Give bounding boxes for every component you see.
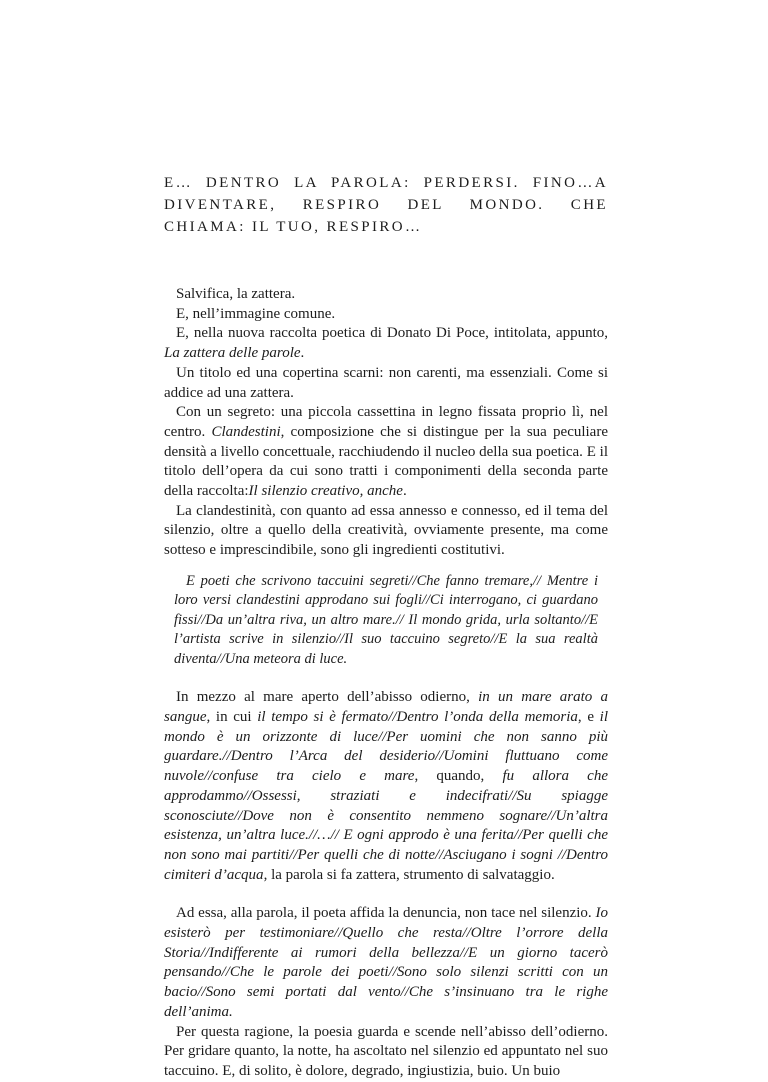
paragraph-7-g: , quando, [414,768,485,785]
quote-fragment-2: il tempo si è fermato//Dentro l’onda della memoria [257,709,578,726]
paragraph-3-end: . [300,345,305,362]
poem-quote: E poeti che scrivono taccuini segreti//Che fanno tremare,// Mentre i loro versi clandestini approdano sui fogli//Ci interrogano, ci guardano fissi//Da un’altra riva, un altro mare.// Il mondo grida, urla soltanto//E l’artista scrive in silenzio//Il suo taccuino segreto//E la sua realtà diventa//Una meteora di luce. [174,572,598,667]
article-body [164,285,608,1082]
section-heading: E… DENTRO LA PAROLA: PERDERSI. FINO…A DIVENTARE, RESPIRO DEL MONDO. CHE CHIAMA: IL TUO, RESPIRO… [164,175,608,235]
work-title: Il silenzio creativo, anche [248,483,403,500]
paragraph-8 [164,904,608,1022]
paragraph-3-text: E, nella nuova raccolta poetica di Donato Di Poce, intitolata, appunto, [176,325,608,342]
paragraph-7-e: , e [577,709,594,726]
quote-fragment-3: il mondo è un orizzonte di luce//Per uomini che non sanno più guardare.//Dentro l’Arca del desiderio//Uomini fluttuano come nuvole//confuse tra cielo e mare [164,709,609,785]
quote-fragment-5: Io esisterò per testimoniare//Quello che resta//Oltre l’orrore della Storia//Indifferente ai rumori della bellezza//E un giorno tacerò pensando//Che le parole dei poeti//Sono solo silenzi scritti con un bacio//Sono semi portati dal vento//Che s’insinuano tra le righe dell’anima. [164,905,608,1020]
paragraph-5-middle: , composizione che si distingue per la sua peculiare densità a livello concettuale, racchiudendo il nucleo della sua poetica. E il titolo dell’opera da cui sono tratti i componimenti della seconda parte della raccolta: [164,423,608,500]
paragraph-6: La clandestinità, con quanto ad essa annesso e connesso, ed il tema del silenzio, oltre a quello della creatività, ovviamente presente, ma come sotteso e imprescindibile, sono gli ingredienti costitutivi. [164,502,608,559]
spacer [164,561,608,572]
paragraph-7 [164,688,608,885]
paragraph-7-i: , la parola si fa zattera, strumento di salvataggio. [263,866,555,883]
paragraph-2: E, nell’immagine comune. [176,305,336,322]
quote-fragment-1: in un mare arato a sangue [164,689,608,726]
book-title: La zattera delle parole [164,345,301,362]
paragraph-5-text: Con un segreto: una piccola cassettina in legno fissata proprio lì, nel centro. [164,404,608,440]
poem-title: Clandestini [211,423,281,440]
paragraph-4: Un titolo ed una copertina scarni: non carenti, ma essenziali. Come si addice ad una zattera. [164,364,608,401]
paragraph-5-end: . [402,483,407,500]
paragraph-8-a: Ad essa, alla parola, il poeta affida la denuncia, non tace nel silenzio. [176,905,592,922]
paragraph-5 [164,403,608,502]
paragraph-7-c: , in cui [206,709,252,726]
spacer [164,669,608,688]
paragraph-3 [164,324,608,363]
quote-fragment-4: fu allora che approdammo//Ossessi, straziati e indecifrati//Su spiagge sconosciute//Dove non è consentito nemmeno sognare//Un’altra esistenza, un’altra luce.//…// E ogni approdo è una ferita//Per quelli che non sono mai partiti//Per quelli che di notte//Asciugano i sogni //Dentro cimiteri d’acqua [164,768,608,883]
paragraph-7-a: In mezzo al mare aperto dell’abisso odierno, [176,689,470,706]
paragraph-1: Salvifica, la zattera. [176,286,296,302]
spacer [164,885,608,904]
paragraph-9: Per questa ragione, la poesia guarda e scende nell’abisso dell’odierno. Per gridare quanto, la notte, ha ascoltato nel silenzio ed appuntato nel suo taccuino. E, di solito, è dolore, degrado, ingiustizia, buio. Un buio [164,1023,608,1079]
